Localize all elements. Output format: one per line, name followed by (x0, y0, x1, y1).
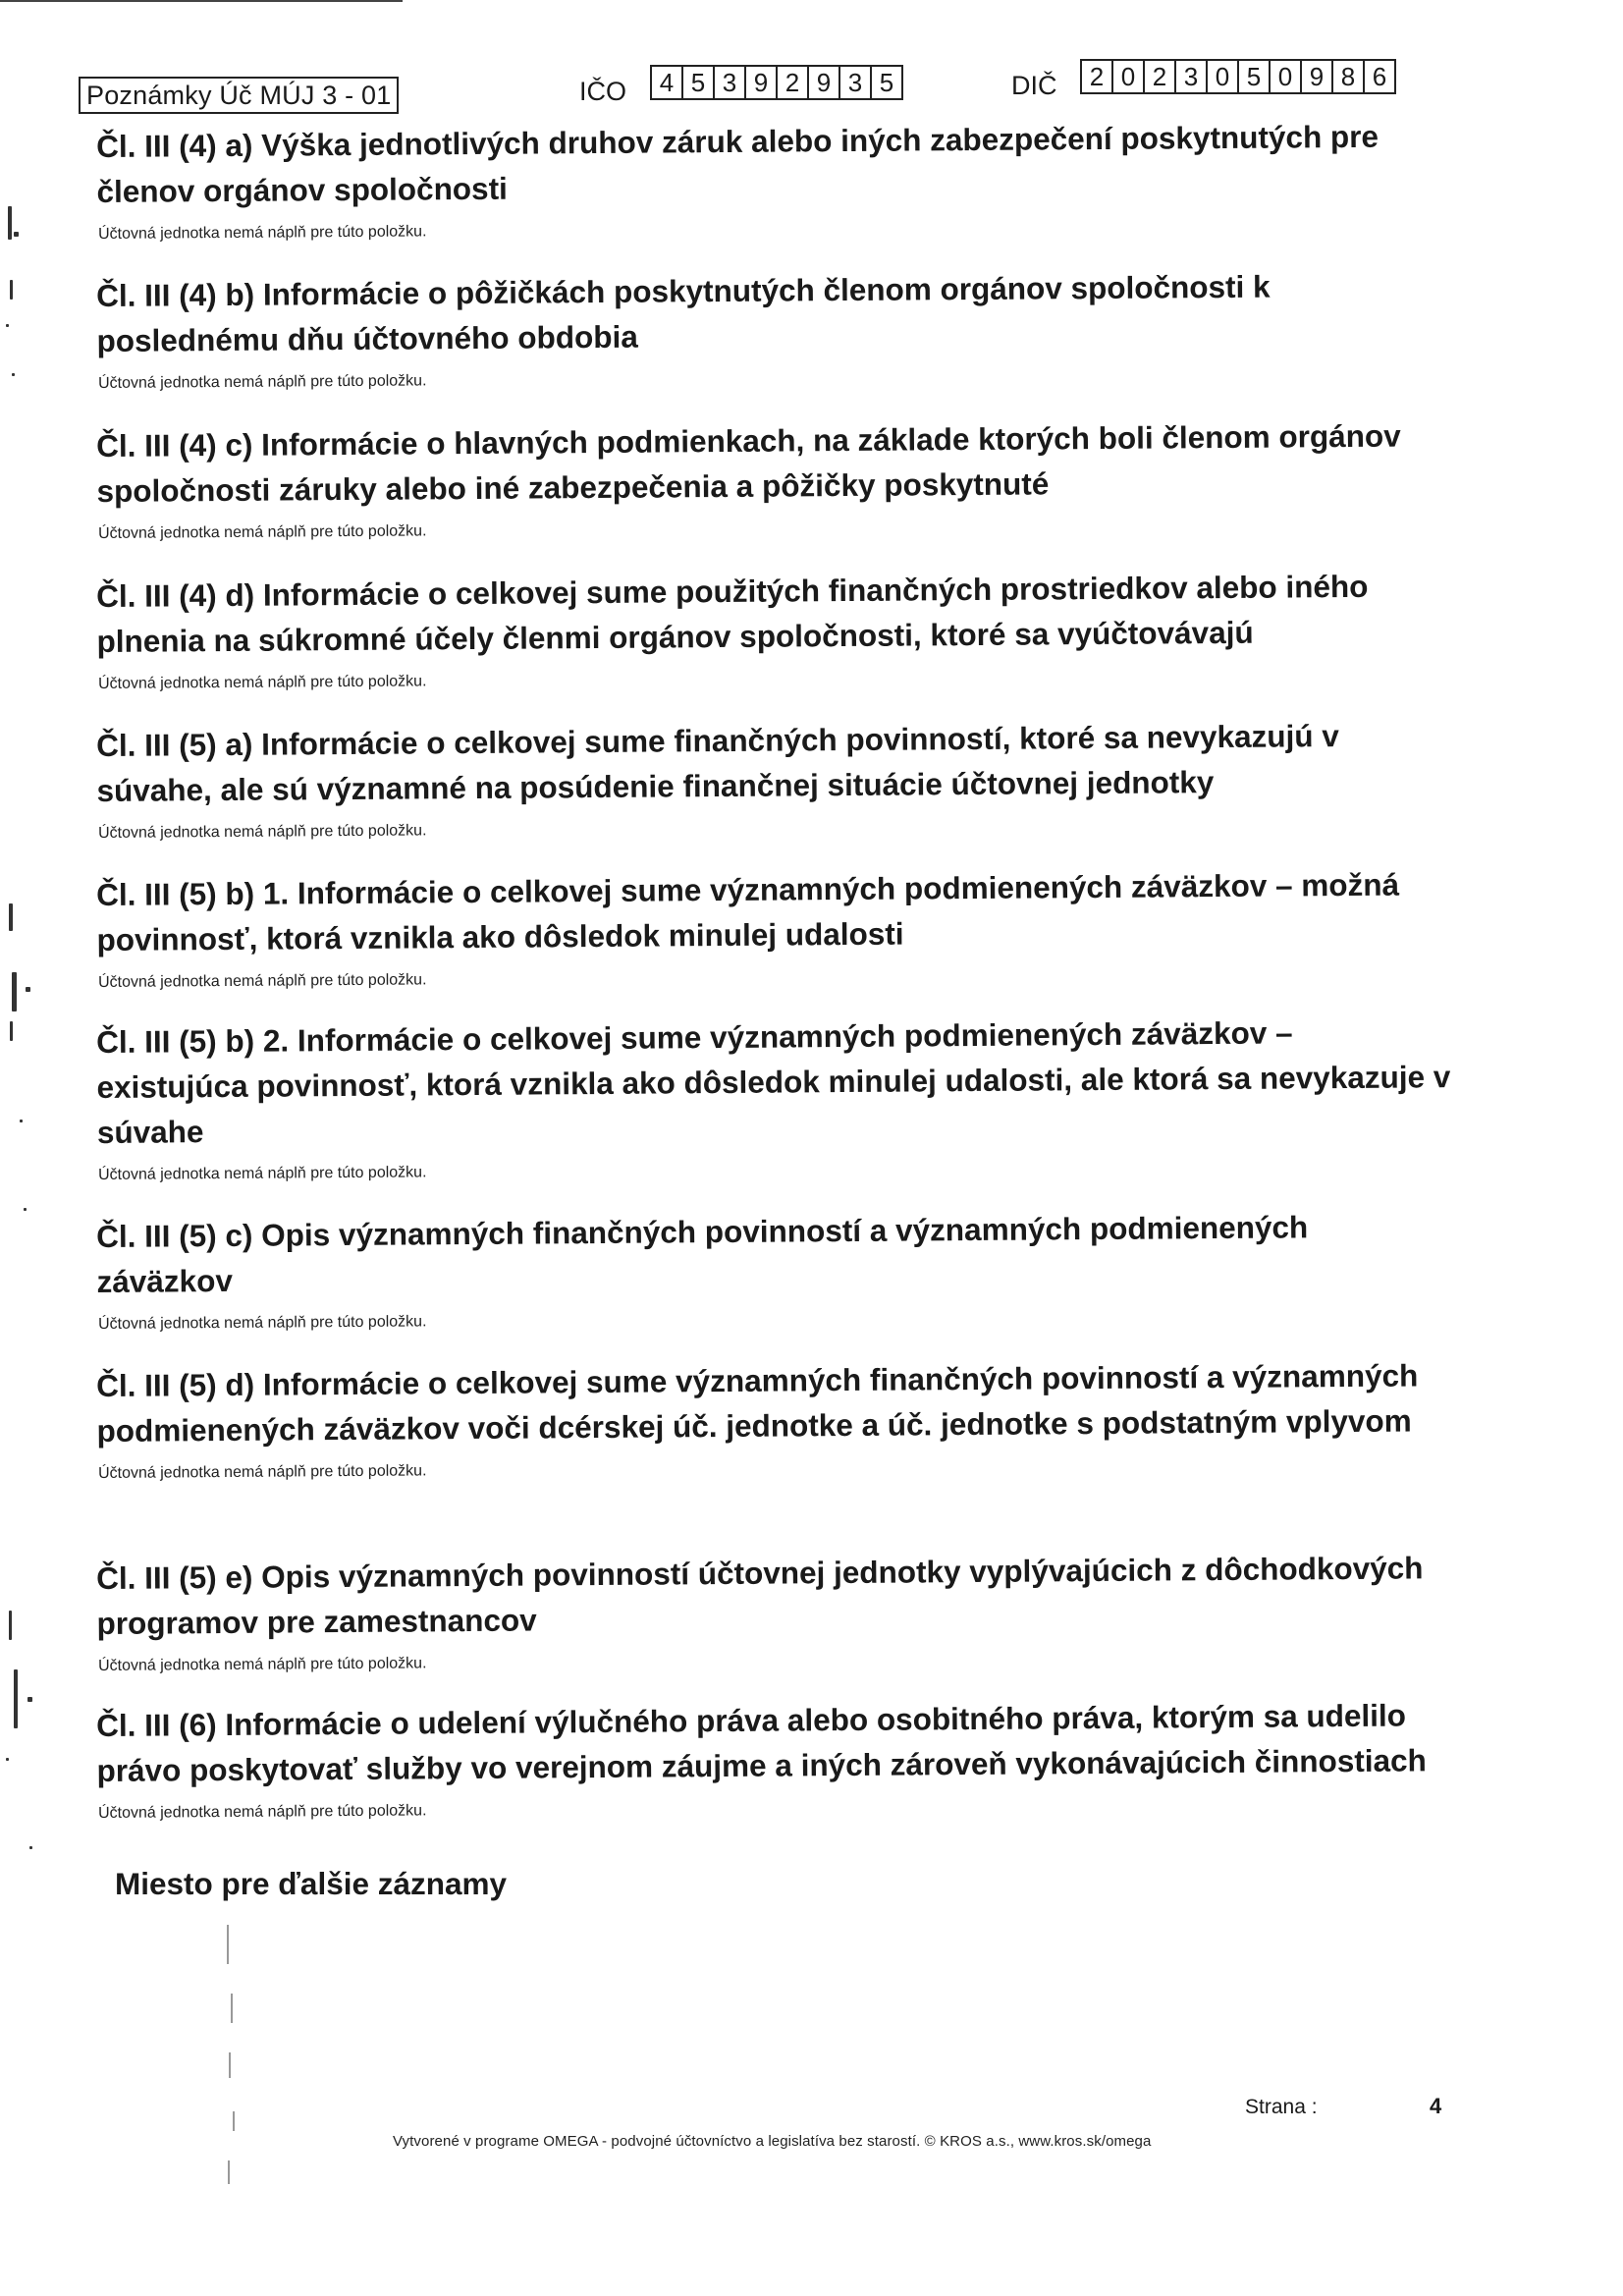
section-title: Čl. III (5) d) Informácie o celkovej sume významných finančných povinností a významných podmienených záväzkov voči dcérskej úč. jednotke a úč. jednotke s podstatným vplyvom (96, 1357, 1419, 1449)
section-title: Čl. III (5) b) 2. Informácie o celkovej sume významných podmienených záväzkov – existujúca povinnosť, ktorá vznikla ako dôsledok minulej udalosti, ale ktorá sa nevykazuje v súvahe (96, 1014, 1451, 1150)
dic-digit-boxes (1080, 59, 1396, 94)
ico-label: IČO (579, 77, 627, 106)
section-title: Čl. III (5) c) Opis významných finančných povinností a významných podmienených záväzkov (96, 1209, 1309, 1299)
section-note: Účtovná jednotka nemá náplň pre túto položku. (98, 1313, 427, 1333)
ico-digit: 5 (683, 67, 715, 98)
section-iii-5a (96, 718, 1451, 843)
section-iii-6 (96, 1697, 1451, 1823)
section-note: Účtovná jednotka nemá náplň pre túto položku. (98, 522, 427, 542)
dic-digit: 2 (1082, 61, 1113, 92)
section-note: Účtovná jednotka nemá náplň pre túto položku. (98, 1462, 427, 1482)
ico-digit: 3 (840, 67, 872, 98)
section-iii-5c (96, 1209, 1451, 1334)
page-label: Strana : (1245, 2096, 1318, 2118)
section-title: Čl. III (5) b) 1. Informácie o celkovej sume významných podmienených záväzkov – možná povinnosť, ktorá vznikla ako dôsledok minulej udalosti (96, 866, 1400, 957)
ico-digit: 5 (879, 68, 894, 97)
ico-digit: 3 (715, 67, 746, 98)
section-iii-4a (96, 118, 1451, 244)
page-number: 4 (1430, 2094, 1442, 2118)
ico-digit-boxes (650, 65, 903, 100)
dic-digit: 2 (1145, 61, 1176, 92)
section-iii-5b2 (96, 1014, 1451, 1184)
section-note: Účtovná jednotka nemá náplň pre túto položku. (98, 822, 427, 842)
section-title: Čl. III (4) d) Informácie o celkovej sume použitých finančných prostriedkov alebo iného plnenia na súkromné účely členmi orgánov spoločnosti, ktoré sa vyúčtovávajú (96, 568, 1369, 659)
form-header (79, 59, 1453, 118)
section-note: Účtovná jednotka nemá náplň pre túto položku. (98, 971, 427, 991)
section-title: Čl. III (5) a) Informácie o celkovej sume finančných povinností, ktoré sa nevykazujú v súvahe, ale sú významné na posúdenie finančnej situácie účtovnej jednotky (96, 718, 1339, 808)
section-title: Čl. III (4) a) Výška jednotlivých druhov záruk alebo iných zabezpečení poskytnutých pre členov orgánov spoločnosti (96, 118, 1380, 209)
section-iii-4c (96, 417, 1451, 543)
scan-top-rule (0, 0, 403, 2)
form-identifier: Poznámky Úč MÚJ 3 - 01 (79, 77, 399, 114)
dic-digit: 5 (1239, 61, 1271, 92)
section-title: Čl. III (4) b) Informácie o pôžičkách poskytnutých členom orgánov spoločnosti k poslednému dňu účtovného obdobia (96, 268, 1271, 358)
dic-digit: 0 (1113, 61, 1145, 92)
section-note: Účtovná jednotka nemá náplň pre túto položku. (98, 372, 427, 392)
section-note: Účtovná jednotka nemá náplň pre túto položku. (98, 1164, 427, 1183)
dic-digit: 9 (1302, 61, 1333, 92)
dic-digit: 3 (1176, 61, 1208, 92)
dic-digit: 0 (1271, 61, 1302, 92)
section-iii-5d (96, 1357, 1451, 1483)
additional-notes-heading: Miesto pre ďalšie záznamy (115, 1866, 508, 1901)
scan-margin-artifacts (0, 0, 39, 2296)
section-note: Účtovná jednotka nemá náplň pre túto položku. (98, 1655, 427, 1674)
section-title: Čl. III (6) Informácie o udelení výlučného práva alebo osobitného práva, ktorým sa udelilo právo poskytovať služby vo verejnom záujme a iných zároveň vykonávajúcich činnostiach (96, 1697, 1427, 1788)
ico-digit: 2 (778, 67, 809, 98)
dic-label: DIČ (1011, 71, 1057, 100)
footer-credit: Vytvorené v programe OMEGA - podvojné účtovníctvo a legislatíva bez starostí. © KROS a.s., www.kros.sk/omega (393, 2133, 1152, 2150)
section-iii-4b (96, 268, 1451, 393)
section-note: Účtovná jednotka nemá náplň pre túto položku. (98, 223, 427, 243)
section-title: Čl. III (4) c) Informácie o hlavných podmienkach, na základe ktorých boli členom orgánov spoločnosti záruky alebo iné zabezpečenia a pôžičky poskytnuté (96, 417, 1401, 509)
ico-digit: 9 (746, 67, 778, 98)
section-iii-5b1 (96, 866, 1451, 992)
dic-digit: 8 (1333, 61, 1365, 92)
section-note: Účtovná jednotka nemá náplň pre túto položku. (98, 1802, 427, 1822)
ico-digit: 9 (809, 67, 840, 98)
section-iii-4d (96, 568, 1451, 693)
ico-digit: 4 (652, 67, 683, 98)
dic-digit: 0 (1208, 61, 1239, 92)
scan-center-artifacts (221, 1925, 241, 2200)
dic-digit: 6 (1372, 62, 1387, 91)
section-note: Účtovná jednotka nemá náplň pre túto položku. (98, 673, 427, 692)
section-title: Čl. III (5) e) Opis významných povinností účtovnej jednotky vyplývajúcich z dôchodkových programov pre zamestnancov (96, 1550, 1424, 1641)
section-iii-5e (96, 1550, 1451, 1675)
